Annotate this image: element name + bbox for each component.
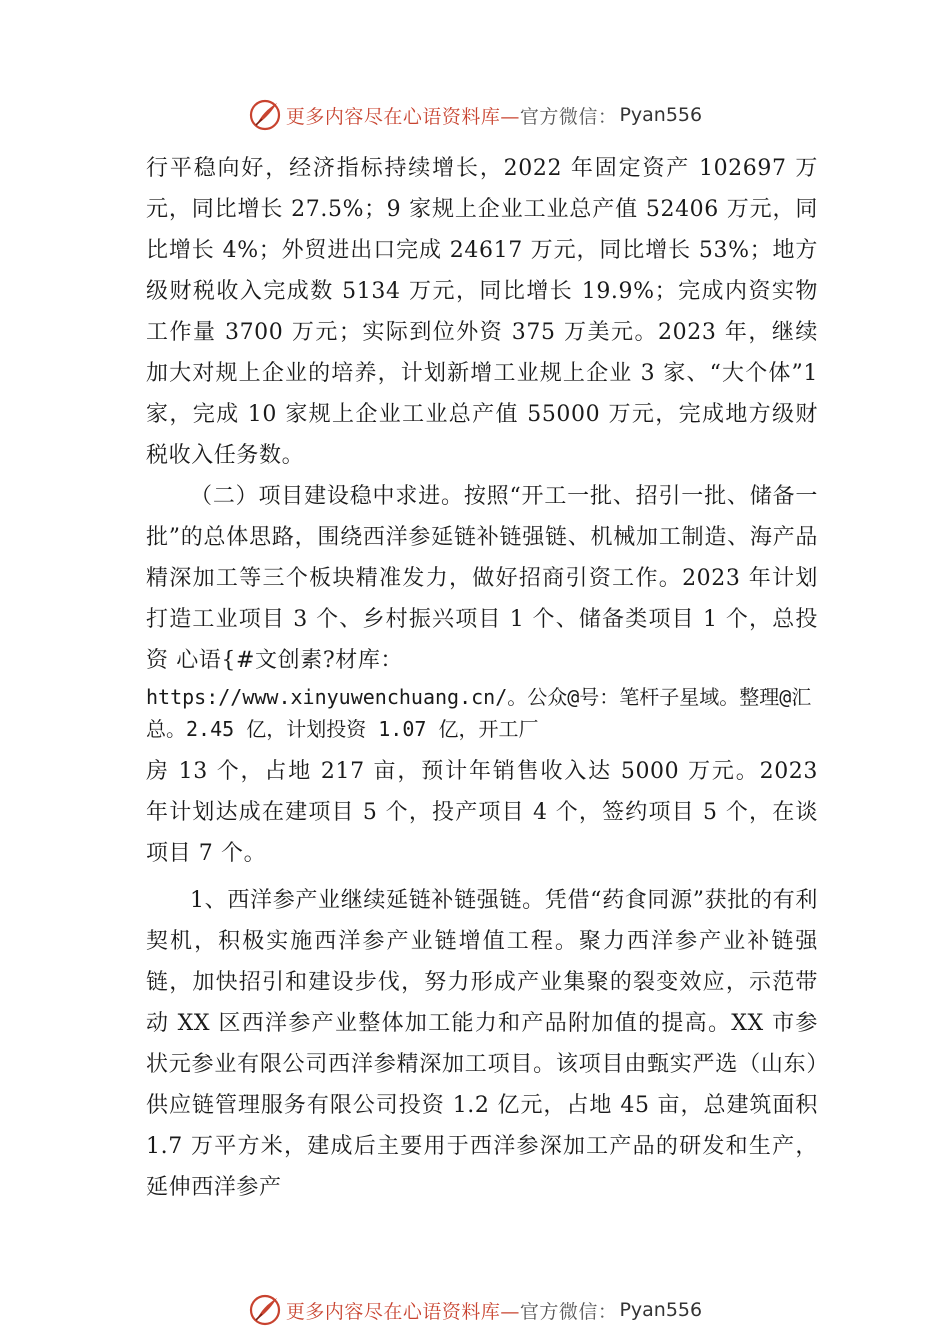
- banner-wechat-id: Pyan556: [619, 1299, 703, 1321]
- paragraph-economy: 行平稳向好，经济指标持续增长，2022 年固定资产 102697 万元，同比增长 27.5%；9 家规上企业工业总产值 52406 万元，同比增长 4%；外贸进出口完成 24617 万元，同比增长 53%；地方级财税收入完成数 5134 万元，同比增长 19.9%；完成内资实物工作量 3700 万元；实际到位外资 375 万美元。2023 年，继续加大对规上企业的培养，计划新增工业规上企业 3 家、“大个体”1 家，完成 10 家规上企业工业总产值 55000 万元，完成地方级财税收入任务数。: [146, 156, 818, 468]
- banner-wechat-id: Pyan556: [619, 104, 703, 126]
- paragraph-ginseng: 1、西洋参产业继续延链补链强链。凭借“药食同源”获批的有利契机，积极实施西洋参产业链增值工程。聚力西洋参产业补链强链，加快招引和建设步伐，努力形成产业集聚的裂变效应，示范带动 XX 区西洋参产业整体加工能力和产品附加值的提高。XX 市参状元参业有限公司西洋参精深加工项目。该项目由甄实严选（山东）供应链管理服务有限公司投资 1.2 亿元，占地 45 亩，总建筑面积 1.7 万平方米，建成后主要用于西洋参深加工产品的研发和生产，延伸西洋参产: [146, 888, 818, 1200]
- banner-title: 更多内容尽在心语资料库—官方微信：: [285, 1300, 618, 1323]
- feather-pen-logo-icon: [248, 1293, 282, 1327]
- document-body: [146, 148, 818, 1208]
- footer-banner: [0, 1290, 950, 1330]
- watermark-url-line: https://www.xinyuwenchuang.cn/。公众@号：笔杆子星域。整理@汇总。2.45 亿，计划投资 1.07 亿，开工厂: [146, 685, 812, 741]
- paragraph-projects-continued: 房 13 个，占地 217 亩，预计年销售收入达 5000 万元。2023 年计划达成在建项目 5 个，投产项目 4 个，签约项目 5 个，在谈项目 7 个。: [146, 759, 818, 866]
- banner-title: 更多内容尽在心语资料库—官方微信：: [285, 105, 618, 128]
- header-banner: [0, 95, 950, 135]
- feather-pen-logo-icon: [248, 98, 282, 132]
- paragraph-projects: （二）项目建设稳中求进。按照“开工一批、招引一批、储备一批”的总体思路，围绕西洋参延链补链强链、机械加工制造、海产品精深加工等三个板块精准发力，做好招商引资工作。2023 年计划打造工业项目 3 个、乡村振兴项目 1 个、储备类项目 1 个，总投资 心语{#文创素?材库：: [146, 484, 818, 673]
